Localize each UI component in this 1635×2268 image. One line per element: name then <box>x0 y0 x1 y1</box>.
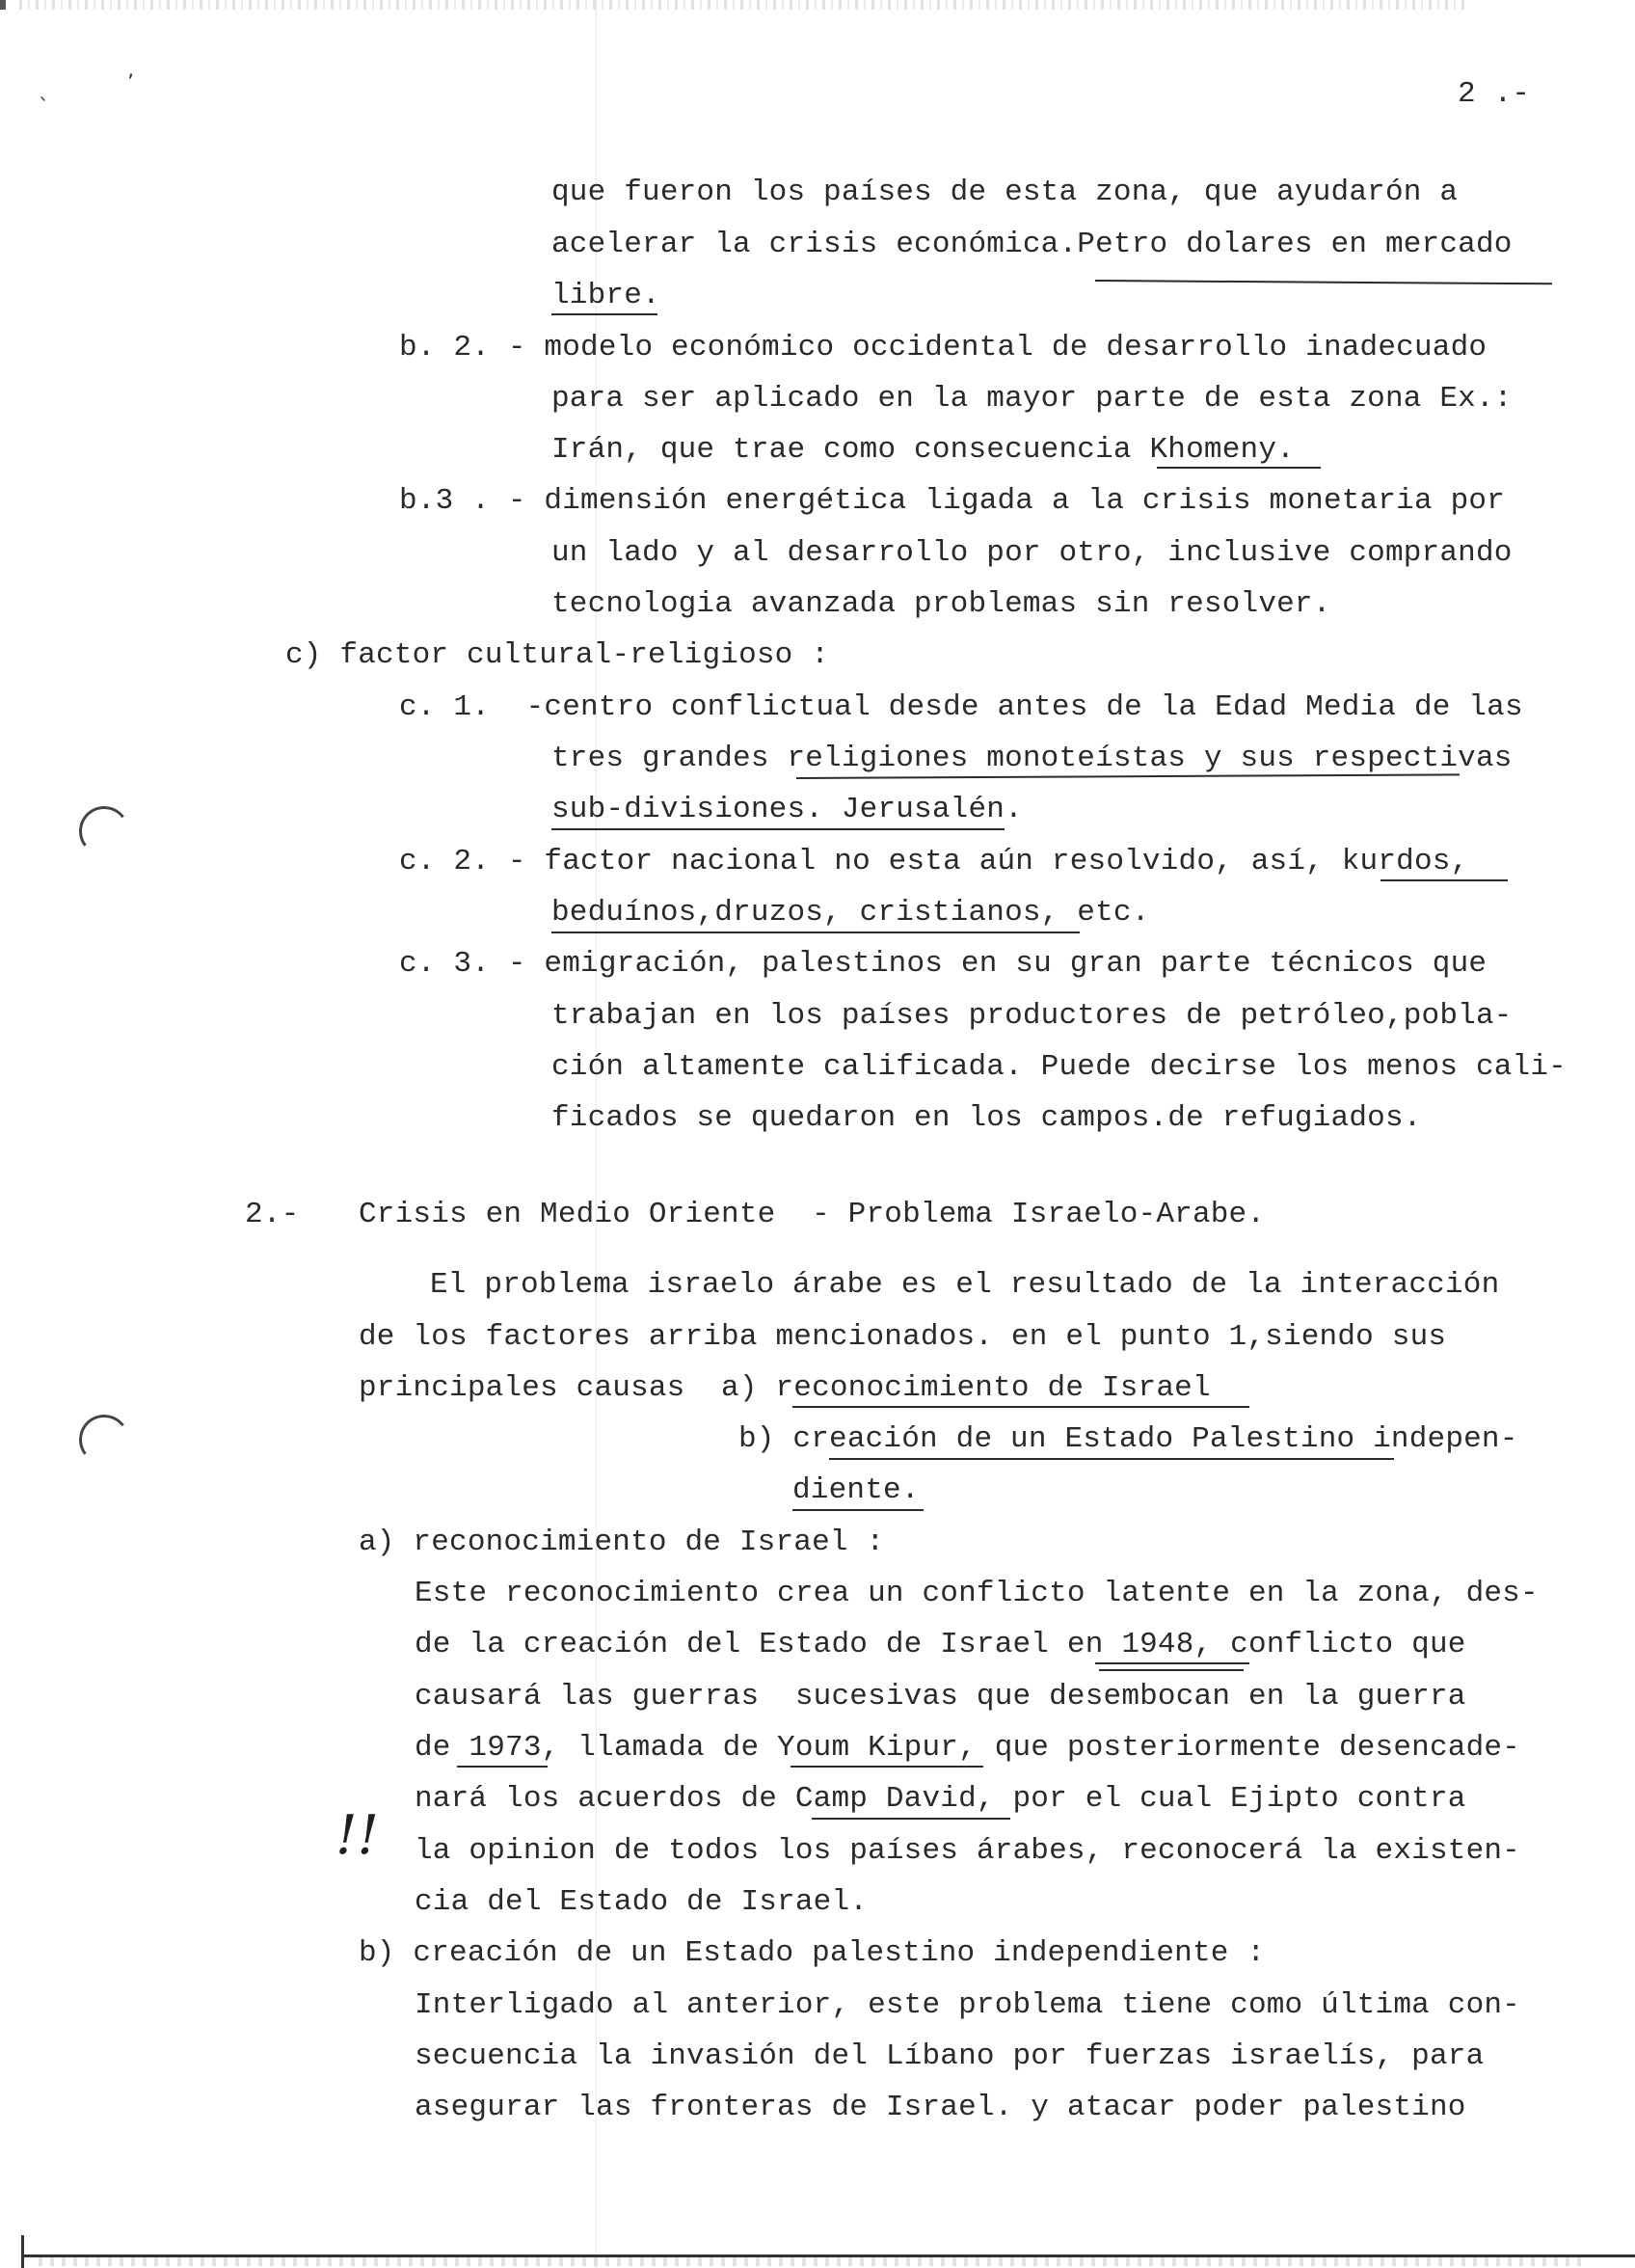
text-line: nará los acuerdos de Camp David, por el cual Ejipto contra <box>415 1782 1466 1816</box>
section-heading: c) factor cultural-religioso : <box>285 638 830 672</box>
section-number: 2.- <box>245 1198 300 1231</box>
underline-diente <box>792 1509 924 1511</box>
underline-estado-palestino <box>829 1458 1394 1460</box>
text-line: causará las guerras sucesivas que desembocan en la guerra <box>415 1680 1466 1714</box>
section-title: Crisis en Medio Oriente - Problema Israelo-Arabe. <box>359 1198 1266 1231</box>
text-line: secuencia la invasión del Líbano por fuerzas israelís, para <box>415 2039 1485 2073</box>
subsection-heading: b) creación de un Estado palestino independiente : <box>359 1936 1266 1970</box>
text-line: tecnologia avanzada problemas sin resolver. <box>551 587 1331 621</box>
underline-youm-kipur <box>791 1766 983 1768</box>
text-line: ción altamente calificada. Puede decirse los menos cali- <box>551 1050 1567 1084</box>
text-line: Interligado al anterior, este problema tiene como última con- <box>415 1988 1520 2022</box>
text-line: Este reconocimiento crea un conflicto latente en la zona, des- <box>415 1577 1539 1610</box>
punch-hole <box>76 803 133 860</box>
punch-hole <box>76 1412 133 1469</box>
text-line: tres grandes religiones monoteístas y sus respectivas <box>551 742 1513 775</box>
text-line: asegurar las fronteras de Israel. y atacar poder palestino <box>415 2091 1466 2124</box>
underline-kurdos <box>1380 879 1508 881</box>
text-line: trabajan en los países productores de petróleo,pobla- <box>551 999 1513 1033</box>
underline-petro-dolares <box>1095 280 1552 284</box>
text-line: de 1973, llamada de Youm Kipur, que posteriormente desencade- <box>415 1731 1520 1765</box>
underline-1948-double <box>1099 1669 1244 1671</box>
scan-noise-bottom <box>39 2257 1581 2266</box>
text-line: c. 3. - emigración, palestinos en su gran parte técnicos que <box>399 947 1488 981</box>
margin-mark: ˎ <box>39 77 49 101</box>
page-number: 2 .- <box>1458 77 1531 111</box>
handwritten-mark: !! <box>335 1804 380 1867</box>
text-line: acelerar la crisis económica.Petro dolares en mercado <box>551 228 1513 261</box>
scan-mark <box>0 0 6 10</box>
text-line: principales causas a) reconocimiento de Israel <box>359 1371 1211 1405</box>
underline-1948 <box>1095 1662 1249 1664</box>
text-line: libre. <box>551 279 660 312</box>
margin-mark: ’ <box>127 71 134 95</box>
text-line: de los factores arriba mencionados. en el punto 1,siendo sus <box>359 1320 1447 1354</box>
underline-jerusalen <box>551 828 1005 830</box>
underline-camp-david <box>812 1818 1010 1820</box>
underline-beduinos <box>551 932 1080 933</box>
text-line: la opinion de todos los países árabes, reconocerá la existen- <box>415 1834 1520 1868</box>
underline-libre <box>551 313 657 315</box>
text-line: El problema israelo árabe es el resultado de la interacción <box>430 1268 1500 1302</box>
underline-reconocimiento <box>792 1406 1249 1408</box>
text-line: sub-divisiones. Jerusalén. <box>551 793 1023 826</box>
scan-noise-top <box>19 0 1465 10</box>
text-line: para ser aplicado en la mayor parte de esta zona Ex.: <box>551 382 1513 416</box>
text-line: cia del Estado de Israel. <box>415 1885 869 1919</box>
text-line: diente. <box>792 1473 920 1507</box>
scan-border-left <box>21 2235 24 2268</box>
text-line: Irán, que trae como consecuencia Khomeny. <box>551 433 1295 467</box>
text-line: un lado y al desarrollo por otro, inclusive comprando <box>551 536 1513 570</box>
text-line: c. 1. -centro conflictual desde antes de la Edad Media de las <box>399 690 1523 724</box>
underline-1973 <box>457 1766 548 1768</box>
text-line: b.3 . - dimensión energética ligada a la crisis monetaria por <box>399 484 1505 518</box>
text-line: de la creación del Estado de Israel en 1948, conflicto que <box>415 1628 1466 1661</box>
underline-khomeny <box>1157 467 1321 469</box>
text-line: b) creación de un Estado Palestino indepen- <box>738 1422 1518 1456</box>
text-line: beduínos,druzos, cristianos, etc. <box>551 896 1150 930</box>
text-line: c. 2. - factor nacional no esta aún resolvido, así, kurdos, <box>399 845 1469 878</box>
text-line: b. 2. - modelo económico occidental de desarrollo inadecuado <box>399 331 1488 364</box>
text-line: que fueron los países de esta zona, que ayudarón a <box>551 176 1459 209</box>
subsection-heading: a) reconocimiento de Israel : <box>359 1526 885 1559</box>
text-line: ficados se quedaron en los campos.de refugiados. <box>551 1101 1422 1135</box>
